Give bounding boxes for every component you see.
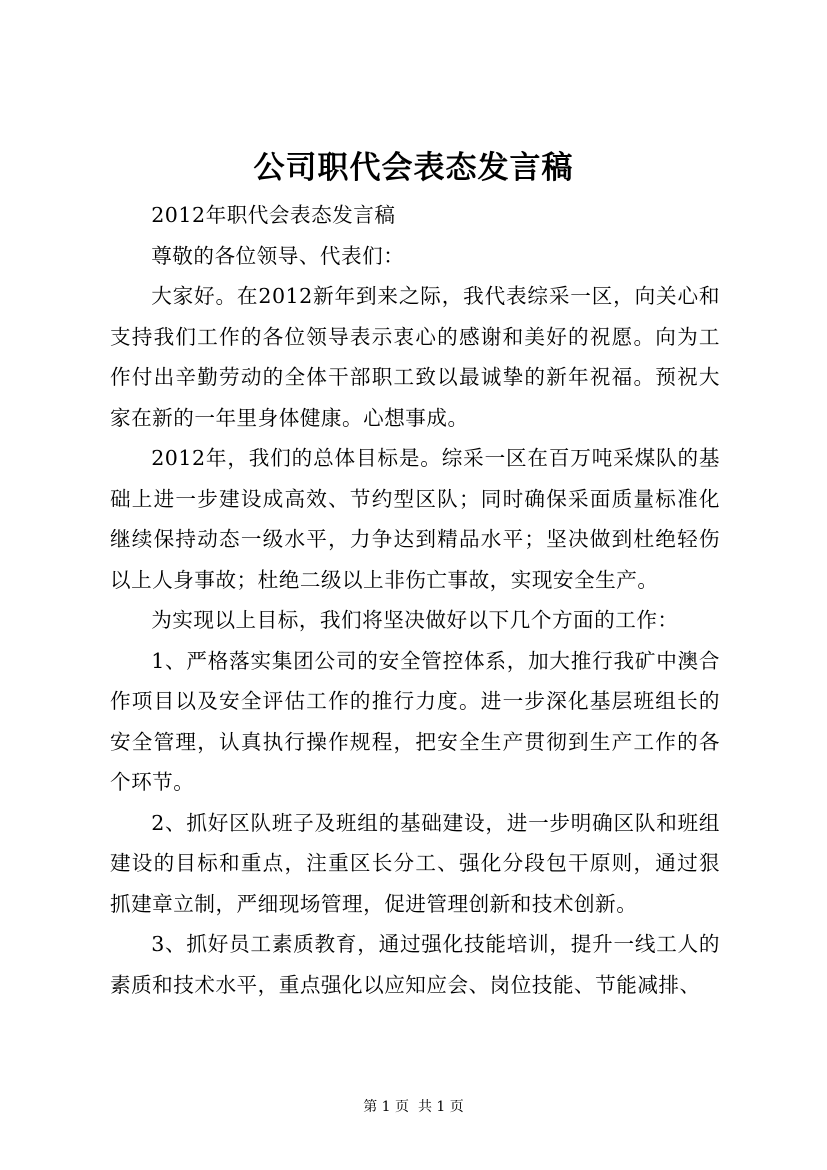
paragraph-measure-3: 3、抓好员工素质教育，通过强化技能培训，提升一线工人的素质和技术水平，重点强化以应知应会、岗位技能、节能减排、 [110,932,720,997]
paragraph-goals: 2012年，我们的总体目标是。综采一区在百万吨采煤队的基础上进一步建设成高效、节约型区队；同时确保采面质量标准化继续保持动态一级水平，力争达到精品水平；坚决做到杜绝轻伤以上人身事故；杜绝二级以上非伤亡事故，实现安全生产。 [110,446,720,592]
paragraph-intro-measures: 为实现以上目标，我们将坚决做好以下几个方面的工作： [151,608,679,632]
paragraph-subtitle: 2012年职代会表态发言稿 [151,203,396,227]
paragraph-greeting: 大家好。在2012新年到来之际，我代表综采一区，向关心和支持我们工作的各位领导表示衷心的感谢和美好的祝愿。向为工作付出辛勤劳动的全体干部职工致以最诚挚的新年祝福。预祝大家在新的一年里身体健康。心想事成。 [110,284,720,430]
paragraph-measure-2: 2、抓好区队班子及班组的基础建设，进一步明确区队和班组建设的目标和重点，注重区长分工、强化分段包干原则，通过狠抓建章立制，严细现场管理，促进管理创新和技术创新。 [110,810,720,916]
page-number: 第 1 页 共 1 页 [363,1099,464,1115]
document-body [110,195,720,1005]
page-footer [0,1097,827,1117]
paragraph-salutation: 尊敬的各位领导、代表们： [151,243,405,268]
paragraph-measure-1: 1、严格落实集团公司的安全管控体系，加大推行我矿中澳合作项目以及安全评估工作的推行力度。进一步深化基层班组长的安全管理，认真执行操作规程，把安全生产贯彻到生产工作的各个环节。 [110,648,720,794]
document-title: 公司职代会表态发言稿 [253,150,574,186]
